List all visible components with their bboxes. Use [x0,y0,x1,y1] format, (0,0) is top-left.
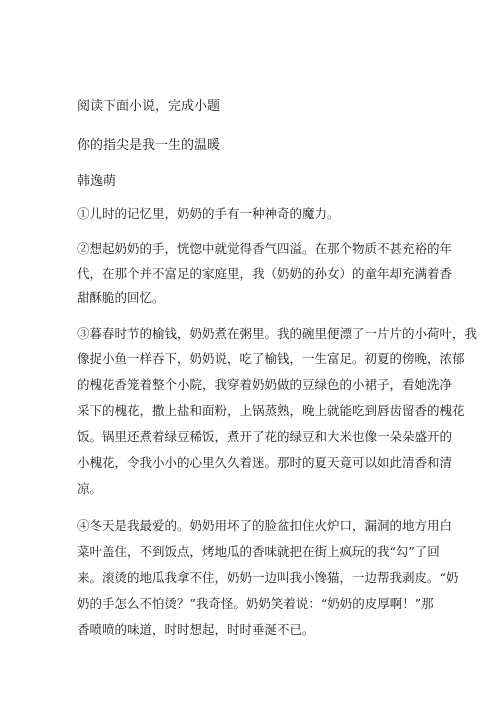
paragraph-4-line-1: ④冬天是我最爱的。奶奶用坏了的脸盆扣住火炉口，漏洞的地方用白 [77,518,453,533]
paragraph-2-line-2: 代，在那个并不富足的家庭里，我（奶奶的孙女）的童年却充满着香 [77,266,453,281]
paragraph-3-line-3: 的槐花香笼着整个小院，我穿着奶奶做的豆绿色的小裙子，看她洗净 [77,377,453,392]
paragraph-4-line-2: 菜叶盖住，不到饭点，烤地瓜的香味就把在街上疯玩的我“勾”了回 [77,544,440,559]
story-title: 你的指尖是我一生的温暖 [77,138,221,153]
paragraph-4-line-3: 来。滚烫的地瓜我拿不住，奶奶一边叫我小馋猫，一边帮我剥皮。“奶 [77,570,459,585]
paragraph-4-line-5: 香喷喷的味道，时时想起，时时垂涎不已。 [77,622,315,637]
paragraph-3-line-2: 像捉小鱼一样吞下，奶奶说，吃了榆钱，一生富足。初夏的傍晚，浓郁 [77,351,465,366]
story-author: 韩逸萌 [77,174,117,189]
paragraph-4-line-4: 奶的手怎么不怕烫？”我奇怪。奶奶笑着说：“奶奶的皮厚啊！”那 [77,596,434,611]
paragraph-3-line-1: ③暮春时节的榆钱，奶奶煮在粥里。我的碗里便漂了一片片的小荷叶，我 [77,326,478,341]
instruction-heading: 阅读下面小说，完成小题 [77,99,221,114]
paragraph-2-line-1: ②想起奶奶的手，恍惚中就觉得香气四溢。在那个物质不甚充裕的年 [77,241,453,256]
paragraph-3-line-6: 小槐花，令我小小的心里久久着迷。那时的夏天竟可以如此清香和清 [77,455,453,470]
paragraph-2-line-3: 甜酥脆的回忆。 [77,290,165,305]
paragraph-3-line-5: 饭。锅里还煮着绿豆稀饭，煮开了花的绿豆和大米也像一朵朵盛开的 [77,429,453,444]
paragraph-3-line-7: 凉。 [77,481,103,496]
paragraph-1-line-1: ①儿时的记忆里，奶奶的手有一种神奇的魔力。 [77,206,340,221]
paragraph-3-line-4: 采下的槐花，撒上盐和面粉，上锅蒸熟，晚上就能吃到唇齿留香的槐花 [77,403,465,418]
